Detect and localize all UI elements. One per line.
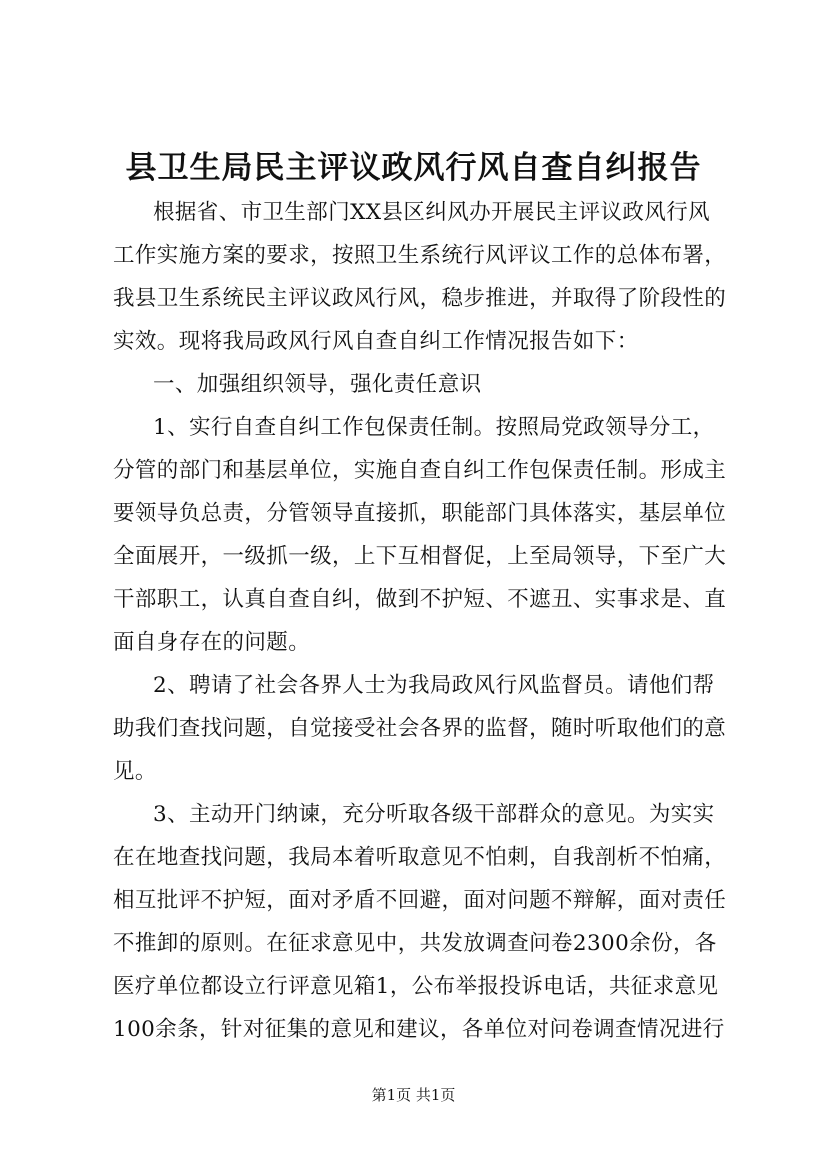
paragraph-line: 助我们查找问题，自觉接受社会各界的监督，随时听取他们的意 [113,716,727,741]
paragraph-line: 医疗单位都设立行评意见箱1，公布举报投诉电话，共征求意见 [113,974,719,999]
paragraph-line: 实效。现将我局政风行风自查自纠工作情况报告如下： [113,329,639,354]
paragraph-line: 全面展开，一级抓一级，上下互相督促，上至局领导，下至广大 [113,544,727,569]
paragraph-line: 不推卸的原则。在征求意见中，共发放调查问卷2300余份，各 [113,931,717,956]
paragraph-line: 我县卫生系统民主评议政风行风，稳步推进，并取得了阶段性的 [113,286,727,311]
paragraph-line: 在在地查找问题，我局本着听取意见不怕刺，自我剖析不怕痛， [113,845,727,870]
paragraph-line: 1、实行自查自纠工作包保责任制。按照局党政领导分工， [153,415,715,440]
paragraph-line: 见。 [113,759,157,784]
paragraph-line: 100余条，针对征集的意见和建议，各单位对问卷调查情况进行 [113,1017,725,1042]
document-title: 县卫生局民主评议政风行风自查自纠报告 [125,150,702,186]
paragraph-line: 分管的部门和基层单位，实施自查自纠工作包保责任制。形成主 [113,458,727,483]
paragraph-line: 2、聘请了社会各界人士为我局政风行风监督员。请他们帮 [153,673,715,698]
paragraph-line: 工作实施方案的要求，按照卫生系统行风评议工作的总体布署， [113,243,727,268]
paragraph-line: 干部职工，认真自查自纠，做到不护短、不遮丑、实事求是、直 [113,587,727,612]
paragraph-line: 相互批评不护短，面对矛盾不回避，面对问题不辩解，面对责任 [113,888,727,913]
paragraph-line: 面自身存在的问题。 [113,630,311,655]
paragraph-line: 根据省、市卫生部门XX县区纠风办开展民主评议政风行风 [153,200,711,225]
section-heading: 一、加强组织领导，强化责任意识 [153,372,482,397]
paragraph-line: 3、主动开门纳谏，充分听取各级干部群众的意见。为实实 [153,802,715,827]
paragraph-line: 要领导负总责，分管领导直接抓，职能部门具体落实，基层单位 [113,501,727,526]
page-footer: 第1页 共1页 [371,1086,456,1104]
